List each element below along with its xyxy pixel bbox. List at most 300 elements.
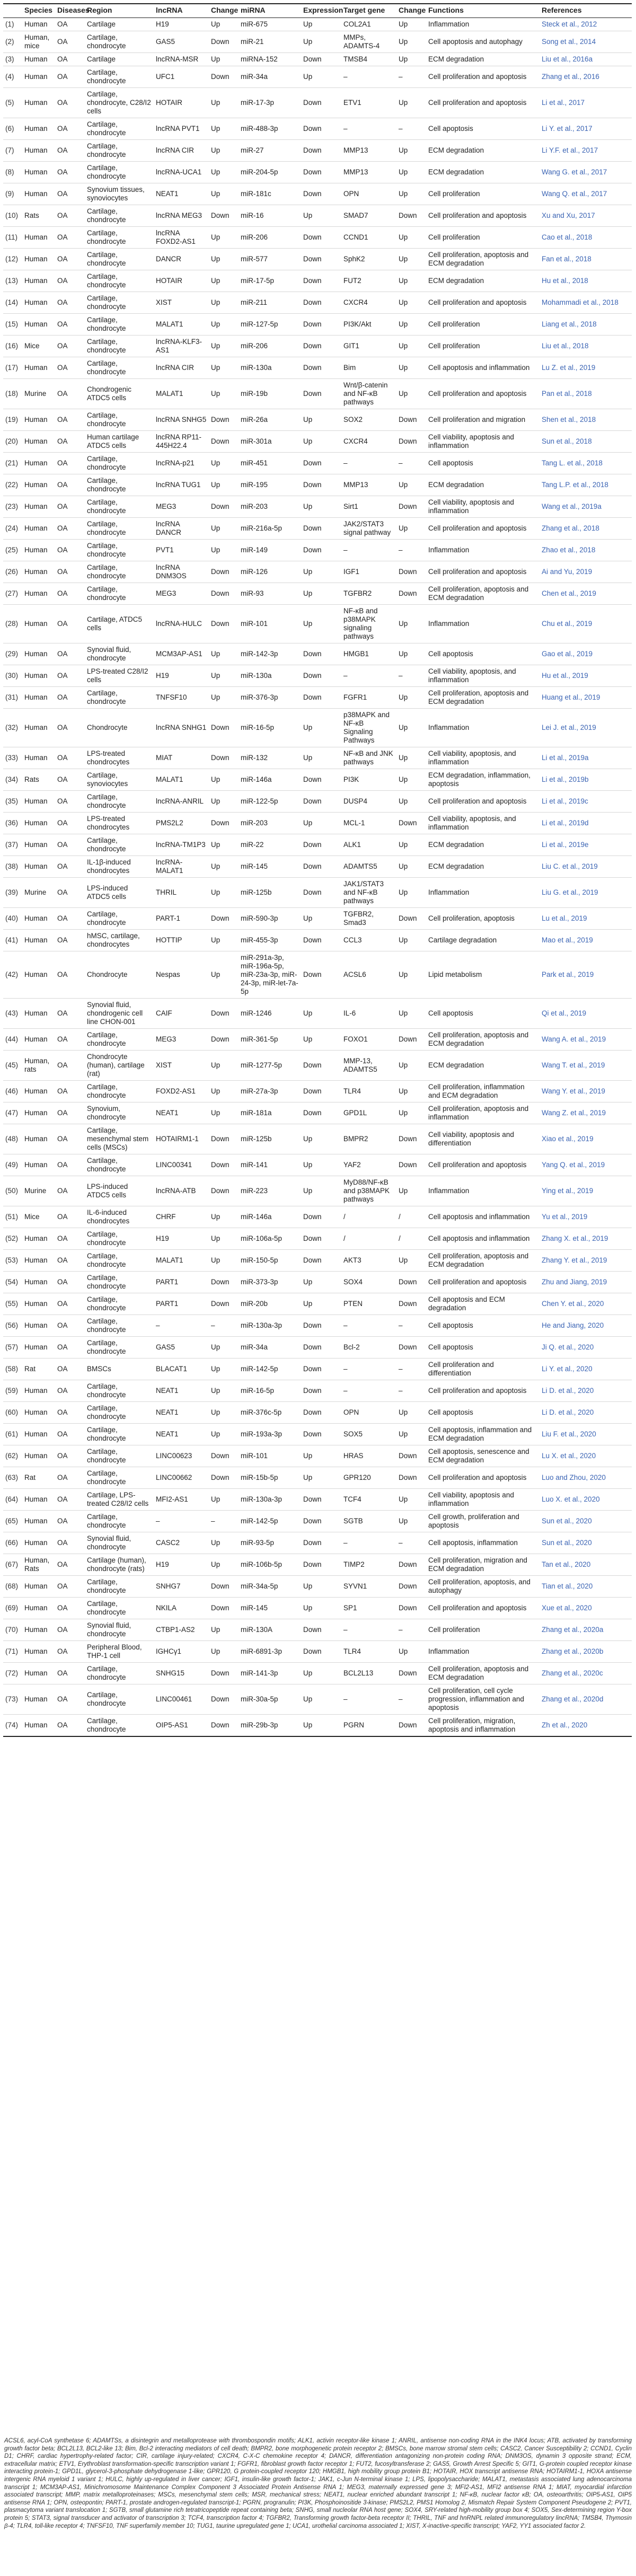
cell-reference[interactable]: Tang L.P. et al., 2018 <box>540 474 632 496</box>
cell-species: Human <box>22 1619 55 1641</box>
cell-mirna: miR-216a-5p <box>238 518 301 540</box>
cell-disease: OA <box>55 951 85 999</box>
cell-lncrna-change: Up <box>209 1380 238 1402</box>
cell-reference[interactable]: Lu X. et al., 2020 <box>540 1445 632 1467</box>
cell-region: IL-1β-induced chondrocytes <box>85 856 154 878</box>
row-index: (56) <box>3 1315 22 1337</box>
cell-lncrna-change: Up <box>209 1554 238 1576</box>
cell-functions: Cell proliferation and apoptosis <box>426 88 540 118</box>
cell-reference[interactable]: Li Y. et al., 2020 <box>540 1358 632 1380</box>
row-index: (4) <box>3 66 22 88</box>
cell-functions: Cell proliferation <box>426 314 540 336</box>
cell-mirna-expression: Up <box>301 496 341 518</box>
cell-functions: Cell proliferation and apoptosis <box>426 518 540 540</box>
cell-reference[interactable]: Chen Y. et al., 2020 <box>540 1293 632 1315</box>
cell-reference[interactable]: Sun et al., 2020 <box>540 1532 632 1554</box>
cell-lncrna: NEAT1 <box>154 1424 209 1445</box>
cell-mirna-expression: Down <box>301 1554 341 1576</box>
cell-reference[interactable]: Li D. et al., 2020 <box>540 1380 632 1402</box>
cell-disease: OA <box>55 1663 85 1684</box>
cell-region: hMSC, cartilage, chondrocytes <box>85 930 154 951</box>
cell-lncrna-change: Up <box>209 1337 238 1358</box>
cell-disease: OA <box>55 1489 85 1511</box>
cell-species: Rat <box>22 1467 55 1489</box>
cell-target-change: – <box>396 66 426 88</box>
header-target-gene: Target gene <box>341 4 396 18</box>
row-index: (70) <box>3 1619 22 1641</box>
cell-mirna-expression: Down <box>301 249 341 270</box>
cell-functions: Cell proliferation and apoptosis <box>426 205 540 227</box>
cell-species: Rats <box>22 205 55 227</box>
cell-region: Cartilage, chondrocyte <box>85 1293 154 1315</box>
cell-mirna-expression: Down <box>301 270 341 292</box>
cell-species: Human <box>22 1293 55 1315</box>
row-index: (38) <box>3 856 22 878</box>
cell-target-change: Up <box>396 605 426 643</box>
cell-reference[interactable]: Lu et al., 2019 <box>540 908 632 930</box>
cell-reference[interactable]: Song et al., 2014 <box>540 31 632 53</box>
cell-lncrna: MEG3 <box>154 583 209 605</box>
cell-reference[interactable]: Xiao et al., 2019 <box>540 1124 632 1154</box>
cell-region: Cartilage, chondrocyte <box>85 227 154 249</box>
cell-reference[interactable]: Lei J. et al., 2019 <box>540 709 632 747</box>
cell-mirna-expression: Down <box>301 834 341 856</box>
cell-reference[interactable]: Li et al., 2019e <box>540 834 632 856</box>
cell-species: Human <box>22 1228 55 1250</box>
cell-lncrna-change: Down <box>209 709 238 747</box>
cell-mirna-expression: Up <box>301 1715 341 1737</box>
cell-species: Human <box>22 951 55 999</box>
cell-mirna-expression: Down <box>301 1511 341 1532</box>
cell-target-gene: – <box>341 1380 396 1402</box>
row-index: (47) <box>3 1102 22 1124</box>
row-index: (59) <box>3 1380 22 1402</box>
cell-reference[interactable]: Chen et al., 2019 <box>540 583 632 605</box>
cell-mirna: miR-130a-3p <box>238 1315 301 1337</box>
cell-reference[interactable]: Tian et al., 2020 <box>540 1576 632 1598</box>
cell-lncrna-change: Up <box>209 379 238 409</box>
cell-mirna: miR-127-5p <box>238 314 301 336</box>
cell-region: Chondrocyte <box>85 951 154 999</box>
cell-reference[interactable]: Zhang et al., 2020a <box>540 1619 632 1641</box>
cell-species: Human <box>22 1532 55 1554</box>
cell-functions: Cell apoptosis <box>426 1337 540 1358</box>
cell-reference[interactable]: Fan et al., 2018 <box>540 249 632 270</box>
cell-mirna: miR-93 <box>238 583 301 605</box>
table-row <box>3 1715 632 1737</box>
row-index: (16) <box>3 336 22 357</box>
cell-target-gene: DUSP4 <box>341 791 396 813</box>
cell-disease: OA <box>55 1293 85 1315</box>
cell-disease: OA <box>55 314 85 336</box>
cell-mirna-expression: Down <box>301 183 341 205</box>
cell-species: Human <box>22 1250 55 1272</box>
cell-target-change: – <box>396 665 426 687</box>
table-row <box>3 1532 632 1554</box>
cell-disease: OA <box>55 1641 85 1663</box>
cell-species: Human <box>22 1511 55 1532</box>
cell-mirna: miR-125b <box>238 1124 301 1154</box>
cell-reference[interactable]: Tan et al., 2020 <box>540 1554 632 1576</box>
cell-target-change: – <box>396 1619 426 1641</box>
cell-reference[interactable]: Zhu and Jiang, 2019 <box>540 1272 632 1293</box>
cell-lncrna-change: Up <box>209 791 238 813</box>
cell-target-gene: / <box>341 1228 396 1250</box>
cell-reference[interactable]: Xu and Xu, 2017 <box>540 205 632 227</box>
cell-lncrna: MALAT1 <box>154 769 209 791</box>
cell-mirna: miR-223 <box>238 1176 301 1206</box>
cell-lncrna-change: Down <box>209 1598 238 1619</box>
cell-target-gene: – <box>341 540 396 561</box>
cell-mirna: miRNA-152 <box>238 53 301 66</box>
cell-target-gene: OPN <box>341 1402 396 1424</box>
cell-mirna-expression: Up <box>301 583 341 605</box>
cell-lncrna: NEAT1 <box>154 1102 209 1124</box>
cell-lncrna-change: Up <box>209 687 238 709</box>
cell-species: Human <box>22 856 55 878</box>
cell-disease: OA <box>55 747 85 769</box>
table-row <box>3 453 632 474</box>
cell-target-gene: Wnt/β-catenin and NF-κB pathways <box>341 379 396 409</box>
cell-target-gene: JAK2/STAT3 signal pathway <box>341 518 396 540</box>
row-index: (25) <box>3 540 22 561</box>
cell-reference[interactable]: Wang T. et al., 2019 <box>540 1051 632 1081</box>
cell-functions: Cell proliferation <box>426 227 540 249</box>
cell-mirna-expression: Down <box>301 687 341 709</box>
cell-reference[interactable]: Huang et al., 2019 <box>540 687 632 709</box>
cell-reference[interactable]: Zhang et al., 2020d <box>540 1684 632 1715</box>
table-row <box>3 1102 632 1124</box>
cell-lncrna: MEG3 <box>154 496 209 518</box>
cell-reference[interactable]: Liu et al., 2018 <box>540 336 632 357</box>
row-index: (32) <box>3 709 22 747</box>
cell-target-gene: FGFR1 <box>341 687 396 709</box>
cell-mirna-expression: Up <box>301 1467 341 1489</box>
cell-lncrna: lncRNA-ANRIL <box>154 791 209 813</box>
cell-mirna-expression: Down <box>301 930 341 951</box>
cell-functions: Cell proliferation, apoptosis and ECM degradation <box>426 1250 540 1272</box>
cell-reference[interactable]: Ai and Yu, 2019 <box>540 561 632 583</box>
cell-reference[interactable]: Li Y.F. et al., 2017 <box>540 140 632 162</box>
table-row <box>3 687 632 709</box>
cell-species: Human <box>22 1337 55 1358</box>
cell-reference[interactable]: Wang Z. et al., 2019 <box>540 1102 632 1124</box>
cell-reference[interactable]: Sun et al., 2018 <box>540 431 632 453</box>
cell-reference[interactable]: Zhang et al., 2020c <box>540 1663 632 1684</box>
cell-species: Human <box>22 66 55 88</box>
table-row <box>3 31 632 53</box>
cell-mirna: miR-451 <box>238 453 301 474</box>
cell-functions: ECM degradation <box>426 270 540 292</box>
cell-target-gene: MMP13 <box>341 474 396 496</box>
cell-disease: OA <box>55 1402 85 1424</box>
cell-species: Human <box>22 643 55 665</box>
cell-lncrna: MALAT1 <box>154 379 209 409</box>
cell-region: Cartilage, chondrocyte <box>85 1715 154 1737</box>
table-row <box>3 747 632 769</box>
cell-target-change: – <box>396 1684 426 1715</box>
cell-lncrna: lncRNA-TM1P3 <box>154 834 209 856</box>
cell-functions: Inflammation <box>426 18 540 31</box>
cell-reference[interactable]: Wang A. et al., 2019 <box>540 1029 632 1051</box>
cell-functions: Cell apoptosis <box>426 118 540 140</box>
cell-reference[interactable]: Yu et al., 2019 <box>540 1206 632 1228</box>
cell-lncrna-change: Up <box>209 453 238 474</box>
cell-reference[interactable]: Liu G. et al., 2019 <box>540 878 632 908</box>
row-index: (68) <box>3 1576 22 1598</box>
cell-disease: OA <box>55 18 85 31</box>
cell-target-change: Up <box>396 183 426 205</box>
cell-region: Cartilage, chondrocyte, C28/I2 cells <box>85 88 154 118</box>
cell-reference[interactable]: Li et al., 2019a <box>540 747 632 769</box>
table-row <box>3 409 632 431</box>
cell-reference[interactable]: Li et al., 2017 <box>540 88 632 118</box>
cell-reference[interactable]: Zhang et al., 2018 <box>540 518 632 540</box>
cell-functions: Cell proliferation and apoptosis <box>426 379 540 409</box>
cell-reference[interactable]: Cao et al., 2018 <box>540 227 632 249</box>
cell-mirna-expression: Down <box>301 1358 341 1380</box>
cell-reference[interactable]: Sun et al., 2020 <box>540 1511 632 1532</box>
cell-reference[interactable]: Tang L. et al., 2018 <box>540 453 632 474</box>
cell-reference[interactable]: Hu et al., 2019 <box>540 665 632 687</box>
header-index <box>3 4 22 18</box>
header-change: Change <box>209 4 238 18</box>
cell-lncrna-change: Down <box>209 561 238 583</box>
table-row <box>3 813 632 834</box>
cell-functions: Cell proliferation and apoptosis <box>426 561 540 583</box>
cell-disease: OA <box>55 118 85 140</box>
cell-reference[interactable]: Li et al., 2019c <box>540 791 632 813</box>
cell-lncrna-change: Up <box>209 540 238 561</box>
cell-reference[interactable]: Liu F. et al., 2020 <box>540 1424 632 1445</box>
cell-mirna: miR-455-3p <box>238 930 301 951</box>
cell-lncrna: lncRNA SNHG5 <box>154 409 209 431</box>
cell-reference[interactable]: Ji Q. et al., 2020 <box>540 1337 632 1358</box>
cell-reference[interactable]: Qi et al., 2019 <box>540 999 632 1029</box>
cell-functions: ECM degradation <box>426 53 540 66</box>
cell-region: LPS-induced ATDC5 cells <box>85 878 154 908</box>
cell-functions: Cell apoptosis and inflammation <box>426 1206 540 1228</box>
cell-reference[interactable]: Wang Q. et al., 2017 <box>540 183 632 205</box>
row-index: (15) <box>3 314 22 336</box>
cell-target-gene: SMAD7 <box>341 205 396 227</box>
row-index: (55) <box>3 1293 22 1315</box>
cell-reference[interactable]: Luo X. et al., 2020 <box>540 1489 632 1511</box>
table-row <box>3 357 632 379</box>
cell-lncrna-change: Up <box>209 270 238 292</box>
table-row <box>3 1663 632 1684</box>
cell-reference[interactable]: Zhao et al., 2018 <box>540 540 632 561</box>
cell-reference[interactable]: Park et al., 2019 <box>540 951 632 999</box>
cell-mirna: miR-22 <box>238 834 301 856</box>
table-row <box>3 1424 632 1445</box>
cell-reference[interactable]: Li et al., 2019d <box>540 813 632 834</box>
cell-target-change: Down <box>396 1467 426 1489</box>
cell-mirna-expression: Down <box>301 140 341 162</box>
cell-target-gene: CXCR4 <box>341 431 396 453</box>
cell-reference[interactable]: Xue et al., 2020 <box>540 1598 632 1619</box>
cell-lncrna-change: Up <box>209 249 238 270</box>
cell-lncrna-change: Down <box>209 999 238 1029</box>
cell-reference[interactable]: Liu et al., 2016a <box>540 53 632 66</box>
cell-lncrna-change: Up <box>209 878 238 908</box>
cell-reference[interactable]: He and Jiang, 2020 <box>540 1315 632 1337</box>
cell-region: Cartilage, chondrocyte <box>85 1250 154 1272</box>
cell-target-change: Down <box>396 205 426 227</box>
cell-reference[interactable]: Ying et al., 2019 <box>540 1176 632 1206</box>
cell-region: IL-6-induced chondrocytes <box>85 1206 154 1228</box>
cell-target-change: Up <box>396 314 426 336</box>
cell-reference[interactable]: Liu C. et al., 2019 <box>540 856 632 878</box>
cell-reference[interactable]: Gao et al., 2019 <box>540 643 632 665</box>
cell-reference[interactable]: Mao et al., 2019 <box>540 930 632 951</box>
cell-lncrna: lncRNA SNHG1 <box>154 709 209 747</box>
cell-mirna: miR-34a-5p <box>238 1576 301 1598</box>
cell-reference[interactable]: Zhang X. et al., 2019 <box>540 1228 632 1250</box>
cell-functions: Cell proliferation, apoptosis and ECM degradation <box>426 687 540 709</box>
cell-target-change: Down <box>396 496 426 518</box>
cell-region: Cartilage, mesenchymal stem cells (MSCs) <box>85 1124 154 1154</box>
cell-reference[interactable]: Li Y. et al., 2017 <box>540 118 632 140</box>
cell-lncrna: PART-1 <box>154 908 209 930</box>
cell-target-gene: TGFBR2, Smad3 <box>341 908 396 930</box>
cell-lncrna-change: Down <box>209 1445 238 1467</box>
cell-lncrna-change: – <box>209 1315 238 1337</box>
cell-target-gene: GPR120 <box>341 1467 396 1489</box>
cell-target-gene: OPN <box>341 183 396 205</box>
cell-reference[interactable]: Zhang et al., 2020b <box>540 1641 632 1663</box>
cell-mirna-expression: Down <box>301 474 341 496</box>
cell-lncrna-change: Up <box>209 1206 238 1228</box>
cell-mirna-expression: Down <box>301 1206 341 1228</box>
cell-disease: OA <box>55 336 85 357</box>
cell-target-gene: – <box>341 66 396 88</box>
cell-lncrna: lncRNA-p21 <box>154 453 209 474</box>
cell-lncrna-change: Up <box>209 314 238 336</box>
cell-mirna-expression: Down <box>301 1228 341 1250</box>
cell-lncrna-change: Down <box>209 747 238 769</box>
cell-mirna-expression: Down <box>301 665 341 687</box>
cell-target-change: Up <box>396 1511 426 1532</box>
cell-reference[interactable]: Wang et al., 2019a <box>540 496 632 518</box>
cell-region: Synovial fluid, chondrogenic cell line CHON-001 <box>85 999 154 1029</box>
cell-species: Human <box>22 540 55 561</box>
cell-reference[interactable]: Liang et al., 2018 <box>540 314 632 336</box>
cell-target-gene: TMSB4 <box>341 53 396 66</box>
cell-reference[interactable]: Lu Z. et al., 2019 <box>540 357 632 379</box>
table-row <box>3 1272 632 1293</box>
table-row <box>3 878 632 908</box>
cell-reference[interactable]: Wang G. et al., 2017 <box>540 162 632 183</box>
cell-species: Human <box>22 183 55 205</box>
cell-target-gene: ALK1 <box>341 834 396 856</box>
cell-functions: Cell proliferation, apoptosis and ECM degradation <box>426 249 540 270</box>
cell-disease: OA <box>55 1337 85 1358</box>
cell-disease: OA <box>55 908 85 930</box>
cell-reference[interactable]: Wang Y. et al., 2019 <box>540 1081 632 1102</box>
cell-region: Human cartilage ATDC5 cells <box>85 431 154 453</box>
cell-reference[interactable]: Zhang Y. et al., 2019 <box>540 1250 632 1272</box>
cell-target-change: Down <box>396 1576 426 1598</box>
cell-mirna: miR-376c-5p <box>238 1402 301 1424</box>
cell-lncrna-change: Down <box>209 409 238 431</box>
cell-disease: OA <box>55 1081 85 1102</box>
cell-reference[interactable]: Chu et al., 2019 <box>540 605 632 643</box>
cell-region: Cartilage (human), chondrocyte (rats) <box>85 1554 154 1576</box>
row-index: (30) <box>3 665 22 687</box>
cell-functions: Cell growth, proliferation and apoptosis <box>426 1511 540 1532</box>
cell-lncrna: lncRNA-UCA1 <box>154 162 209 183</box>
cell-mirna: miR-21 <box>238 31 301 53</box>
cell-reference[interactable]: Steck et al., 2012 <box>540 18 632 31</box>
cell-lncrna: NEAT1 <box>154 1380 209 1402</box>
cell-target-change: – <box>396 1315 426 1337</box>
cell-reference[interactable]: Zhang et al., 2016 <box>540 66 632 88</box>
cell-reference[interactable]: Shen et al., 2018 <box>540 409 632 431</box>
table-row <box>3 709 632 747</box>
cell-mirna: miR-1246 <box>238 999 301 1029</box>
cell-reference[interactable]: Li et al., 2019b <box>540 769 632 791</box>
cell-region: Cartilage, chondrocyte <box>85 583 154 605</box>
cell-disease: OA <box>55 856 85 878</box>
cell-lncrna-change: Up <box>209 1250 238 1272</box>
cell-mirna: miR-291a-3p, miR-196a-5p, miR-23a-3p, miR-24-3p, miR-let-7a-5p <box>238 951 301 999</box>
cell-region: LPS-treated chondrocytes <box>85 813 154 834</box>
header-lncrna: lncRNA <box>154 4 209 18</box>
cell-reference[interactable]: Mohammadi et al., 2018 <box>540 292 632 314</box>
row-index: (28) <box>3 605 22 643</box>
row-index: (50) <box>3 1176 22 1206</box>
cell-lncrna-change: Up <box>209 292 238 314</box>
cell-target-change: – <box>396 1358 426 1380</box>
cell-reference[interactable]: Zh et al., 2020 <box>540 1715 632 1737</box>
cell-functions: Cell proliferation, apoptosis and ECM degradation <box>426 583 540 605</box>
cell-mirna-expression: Up <box>301 813 341 834</box>
cell-target-gene: MMP13 <box>341 140 396 162</box>
cell-functions: Cell proliferation, migration and ECM degradation <box>426 1554 540 1576</box>
row-index: (62) <box>3 1445 22 1467</box>
cell-target-change: Up <box>396 53 426 66</box>
cell-mirna-expression: Up <box>301 1598 341 1619</box>
header-mirna: miRNA <box>238 4 301 18</box>
cell-reference[interactable]: Yang Q. et al., 2019 <box>540 1154 632 1176</box>
cell-lncrna-change: Up <box>209 1489 238 1511</box>
cell-mirna-expression: Down <box>301 1489 341 1511</box>
cell-lncrna: – <box>154 1315 209 1337</box>
cell-species: Human <box>22 314 55 336</box>
cell-disease: OA <box>55 687 85 709</box>
cell-reference[interactable]: Hu et al., 2018 <box>540 270 632 292</box>
cell-region: LPS-treated chondrocytes <box>85 747 154 769</box>
cell-lncrna: OIP5-AS1 <box>154 1715 209 1737</box>
cell-functions: ECM degradation <box>426 474 540 496</box>
table-row <box>3 1576 632 1598</box>
cell-reference[interactable]: Luo and Zhou, 2020 <box>540 1467 632 1489</box>
cell-lncrna: LINC00341 <box>154 1154 209 1176</box>
cell-region: Cartilage, chondrocyte <box>85 270 154 292</box>
cell-lncrna: MFI2-AS1 <box>154 1489 209 1511</box>
cell-lncrna: lncRNA DANCR <box>154 518 209 540</box>
cell-target-change: Up <box>396 856 426 878</box>
cell-target-gene: Bim <box>341 357 396 379</box>
cell-target-change: Down <box>396 409 426 431</box>
cell-reference[interactable]: Li D. et al., 2020 <box>540 1402 632 1424</box>
table-row <box>3 474 632 496</box>
cell-functions: Cell apoptosis, senescence and ECM degradation <box>426 1445 540 1467</box>
cell-disease: OA <box>55 205 85 227</box>
cell-reference[interactable]: Pan et al., 2018 <box>540 379 632 409</box>
cell-target-change: Down <box>396 1124 426 1154</box>
